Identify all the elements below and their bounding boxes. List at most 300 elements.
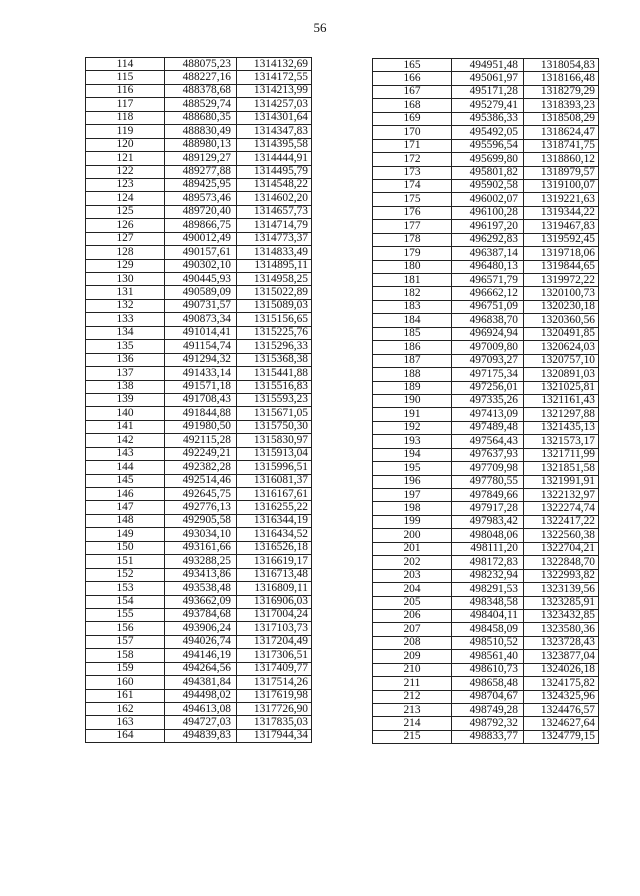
point-number-cell: 147 [86,501,165,514]
y-coordinate-cell: 1317409,77 [237,662,312,675]
x-coordinate-cell: 497780,55 [452,475,524,488]
table-row [86,393,312,406]
x-coordinate-cell: 497489,48 [452,421,524,434]
x-coordinate-cell: 489720,40 [165,205,237,218]
table-row [86,192,312,205]
point-number-cell: 123 [86,178,165,191]
x-coordinate-cell: 495171,28 [452,85,524,98]
point-number-cell: 137 [86,367,165,380]
y-coordinate-cell: 1316619,17 [237,555,312,568]
point-number-cell: 129 [86,259,165,272]
table-row [373,502,599,515]
x-coordinate-cell: 488378,68 [165,84,237,97]
point-number-cell: 213 [373,704,452,717]
table-row [373,341,599,354]
y-coordinate-cell: 1322560,38 [524,529,599,542]
y-coordinate-cell: 1317204,49 [237,635,312,648]
point-number-cell: 183 [373,300,452,313]
x-coordinate-cell: 488980,13 [165,138,237,151]
point-number-cell: 159 [86,662,165,675]
y-coordinate-cell: 1319344,22 [524,206,599,219]
point-number-cell: 172 [373,153,452,166]
point-number-cell: 176 [373,206,452,219]
y-coordinate-cell: 1315296,33 [237,340,312,353]
table-row [373,394,599,407]
x-coordinate-cell: 498291,53 [452,583,524,596]
x-coordinate-cell: 492382,28 [165,461,237,474]
x-coordinate-cell: 489277,88 [165,165,237,178]
x-coordinate-cell: 492249,21 [165,447,237,460]
y-coordinate-cell: 1314495,79 [237,165,312,178]
point-number-cell: 203 [373,569,452,582]
x-coordinate-cell: 491844,88 [165,407,237,420]
y-coordinate-cell: 1316344,19 [237,514,312,527]
x-coordinate-cell: 494498,02 [165,689,237,702]
y-coordinate-cell: 1317004,24 [237,608,312,621]
y-coordinate-cell: 1317726,90 [237,703,312,716]
x-coordinate-cell: 496662,12 [452,287,524,300]
y-coordinate-cell: 1316906,03 [237,595,312,608]
x-coordinate-cell: 488529,74 [165,98,237,111]
y-coordinate-cell: 1320230,18 [524,300,599,313]
point-number-cell: 192 [373,421,452,434]
y-coordinate-cell: 1319592,45 [524,233,599,246]
table-row [86,367,312,380]
y-coordinate-cell: 1318508,29 [524,112,599,125]
table-row [86,676,312,689]
table-row [373,717,599,730]
point-number-cell: 200 [373,529,452,542]
table-row [86,138,312,151]
x-coordinate-cell: 497983,42 [452,515,524,528]
y-coordinate-cell: 1318624,47 [524,126,599,139]
point-number-cell: 165 [373,59,452,72]
point-number-cell: 117 [86,98,165,111]
point-number-cell: 207 [373,623,452,636]
table-row [373,542,599,555]
y-coordinate-cell: 1319972,22 [524,274,599,287]
y-coordinate-cell: 1316713,48 [237,568,312,581]
y-coordinate-cell: 1321025,81 [524,381,599,394]
table-row [373,233,599,246]
table-row [86,58,312,71]
table-row [373,314,599,327]
point-number-cell: 116 [86,84,165,97]
point-number-cell: 187 [373,354,452,367]
table-row [373,220,599,233]
table-row [86,528,312,541]
x-coordinate-cell: 489866,75 [165,219,237,232]
table-row [373,72,599,85]
x-coordinate-cell: 489129,27 [165,152,237,165]
y-coordinate-cell: 1318279,29 [524,85,599,98]
point-number-cell: 185 [373,327,452,340]
point-number-cell: 169 [373,112,452,125]
point-number-cell: 184 [373,314,452,327]
point-number-cell: 164 [86,729,165,742]
point-number-cell: 194 [373,448,452,461]
y-coordinate-cell: 1315441,88 [237,367,312,380]
x-coordinate-cell: 493538,48 [165,582,237,595]
y-coordinate-cell: 1314773,37 [237,232,312,245]
x-coordinate-cell: 495902,58 [452,179,524,192]
table-row [373,354,599,367]
y-coordinate-cell: 1317103,73 [237,622,312,635]
point-number-cell: 171 [373,139,452,152]
y-coordinate-cell: 1317944,34 [237,729,312,742]
x-coordinate-cell: 493288,25 [165,555,237,568]
table-row [86,353,312,366]
point-number-cell: 141 [86,420,165,433]
table-row [373,421,599,434]
point-number-cell: 127 [86,232,165,245]
table-row [373,408,599,421]
point-number-cell: 142 [86,434,165,447]
point-number-cell: 119 [86,125,165,138]
table-row [86,461,312,474]
y-coordinate-cell: 1322132,97 [524,489,599,502]
y-coordinate-cell: 1314548,22 [237,178,312,191]
table-row [373,515,599,528]
y-coordinate-cell: 1321435,13 [524,421,599,434]
y-coordinate-cell: 1318393,23 [524,99,599,112]
table-row [373,475,599,488]
table-row [373,112,599,125]
x-coordinate-cell: 496480,13 [452,260,524,273]
point-number-cell: 182 [373,287,452,300]
x-coordinate-cell: 493413,86 [165,568,237,581]
y-coordinate-cell: 1319221,63 [524,193,599,206]
table-row [86,71,312,84]
table-row [86,582,312,595]
x-coordinate-cell: 488075,23 [165,58,237,71]
point-number-cell: 174 [373,179,452,192]
point-number-cell: 157 [86,635,165,648]
table-row [86,689,312,702]
y-coordinate-cell: 1319467,83 [524,220,599,233]
x-coordinate-cell: 496571,79 [452,274,524,287]
y-coordinate-cell: 1321161,43 [524,394,599,407]
x-coordinate-cell: 488830,49 [165,125,237,138]
x-coordinate-cell: 498704,67 [452,690,524,703]
x-coordinate-cell: 489425,95 [165,178,237,191]
point-number-cell: 162 [86,703,165,716]
point-number-cell: 173 [373,166,452,179]
y-coordinate-cell: 1322704,21 [524,542,599,555]
x-coordinate-cell: 498232,94 [452,569,524,582]
y-coordinate-cell: 1324026,18 [524,663,599,676]
table-row [373,663,599,676]
point-number-cell: 166 [373,72,452,85]
x-coordinate-cell: 497849,66 [452,489,524,502]
y-coordinate-cell: 1322848,70 [524,556,599,569]
x-coordinate-cell: 492776,13 [165,501,237,514]
y-coordinate-cell: 1319100,07 [524,179,599,192]
table-row [86,474,312,487]
y-coordinate-cell: 1317514,26 [237,676,312,689]
y-coordinate-cell: 1316167,61 [237,488,312,501]
x-coordinate-cell: 490012,49 [165,232,237,245]
x-coordinate-cell: 498749,28 [452,704,524,717]
point-number-cell: 209 [373,650,452,663]
point-number-cell: 202 [373,556,452,569]
y-coordinate-cell: 1321711,99 [524,448,599,461]
point-number-cell: 131 [86,286,165,299]
point-number-cell: 120 [86,138,165,151]
table-row [373,435,599,448]
x-coordinate-cell: 497335,26 [452,394,524,407]
y-coordinate-cell: 1314172,55 [237,71,312,84]
y-coordinate-cell: 1316255,22 [237,501,312,514]
y-coordinate-cell: 1322274,74 [524,502,599,515]
y-coordinate-cell: 1318979,57 [524,166,599,179]
table-row [373,193,599,206]
table-row [373,596,599,609]
x-coordinate-cell: 490589,09 [165,286,237,299]
x-coordinate-cell: 494146,19 [165,649,237,662]
table-row [373,126,599,139]
x-coordinate-cell: 495801,82 [452,166,524,179]
table-row [86,165,312,178]
y-coordinate-cell: 1314395,58 [237,138,312,151]
point-number-cell: 214 [373,717,452,730]
x-coordinate-cell: 496197,20 [452,220,524,233]
point-number-cell: 128 [86,246,165,259]
table-row [373,704,599,717]
table-row [373,300,599,313]
table-row [373,247,599,260]
table-row [373,368,599,381]
table-row [86,608,312,621]
coordinates-table-left [85,57,312,743]
y-coordinate-cell: 1316809,11 [237,582,312,595]
table-row [86,555,312,568]
y-coordinate-cell: 1320891,03 [524,368,599,381]
table-row [86,286,312,299]
table-row [373,677,599,690]
y-coordinate-cell: 1314444,91 [237,152,312,165]
point-number-cell: 154 [86,595,165,608]
x-coordinate-cell: 491294,32 [165,353,237,366]
point-number-cell: 191 [373,408,452,421]
y-coordinate-cell: 1314602,20 [237,192,312,205]
x-coordinate-cell: 491980,50 [165,420,237,433]
coordinates-table-right [372,58,599,744]
point-number-cell: 143 [86,447,165,460]
table-row [86,407,312,420]
table-row [86,716,312,729]
point-number-cell: 133 [86,313,165,326]
point-number-cell: 134 [86,326,165,339]
x-coordinate-cell: 494839,83 [165,729,237,742]
point-number-cell: 136 [86,353,165,366]
x-coordinate-cell: 490157,61 [165,246,237,259]
y-coordinate-cell: 1321991,91 [524,475,599,488]
table-row [373,462,599,475]
table-row [373,274,599,287]
table-row [373,381,599,394]
table-row [86,299,312,312]
point-number-cell: 211 [373,677,452,690]
y-coordinate-cell: 1323580,36 [524,623,599,636]
table-row [86,595,312,608]
table-row [86,98,312,111]
page-number: 56 [313,20,327,35]
y-coordinate-cell: 1323432,85 [524,609,599,622]
table-row [373,650,599,663]
x-coordinate-cell: 496924,94 [452,327,524,340]
table-row [86,729,312,742]
x-coordinate-cell: 494613,08 [165,703,237,716]
table-row [373,636,599,649]
y-coordinate-cell: 1315593,23 [237,393,312,406]
y-coordinate-cell: 1315089,03 [237,299,312,312]
table-row [86,340,312,353]
table-row [86,568,312,581]
table-row [373,623,599,636]
table-row [86,326,312,339]
point-number-cell: 180 [373,260,452,273]
x-coordinate-cell: 497564,43 [452,435,524,448]
table-row [86,420,312,433]
table-row [373,690,599,703]
table-row [86,541,312,554]
x-coordinate-cell: 494727,03 [165,716,237,729]
table-row [86,514,312,527]
point-number-cell: 204 [373,583,452,596]
point-number-cell: 150 [86,541,165,554]
x-coordinate-cell: 498561,40 [452,650,524,663]
y-coordinate-cell: 1315830,97 [237,434,312,447]
y-coordinate-cell: 1315156,65 [237,313,312,326]
x-coordinate-cell: 496100,28 [452,206,524,219]
x-coordinate-cell: 488227,16 [165,71,237,84]
point-number-cell: 160 [86,676,165,689]
y-coordinate-cell: 1324779,15 [524,730,599,743]
y-coordinate-cell: 1323877,04 [524,650,599,663]
point-number-cell: 210 [373,663,452,676]
x-coordinate-cell: 498404,11 [452,609,524,622]
x-coordinate-cell: 491014,41 [165,326,237,339]
table-row [86,622,312,635]
y-coordinate-cell: 1324627,64 [524,717,599,730]
point-number-cell: 140 [86,407,165,420]
table-row [373,556,599,569]
x-coordinate-cell: 497709,98 [452,462,524,475]
point-number-cell: 189 [373,381,452,394]
point-number-cell: 195 [373,462,452,475]
point-number-cell: 153 [86,582,165,595]
x-coordinate-cell: 498792,32 [452,717,524,730]
x-coordinate-cell: 497009,80 [452,341,524,354]
table-row [373,139,599,152]
x-coordinate-cell: 493161,66 [165,541,237,554]
point-number-cell: 138 [86,380,165,393]
x-coordinate-cell: 497175,34 [452,368,524,381]
table-row [373,448,599,461]
x-coordinate-cell: 492905,58 [165,514,237,527]
y-coordinate-cell: 1319718,06 [524,247,599,260]
x-coordinate-cell: 490445,93 [165,273,237,286]
point-number-cell: 149 [86,528,165,541]
point-number-cell: 121 [86,152,165,165]
table-row [86,152,312,165]
x-coordinate-cell: 492514,46 [165,474,237,487]
point-number-cell: 132 [86,299,165,312]
point-number-cell: 188 [373,368,452,381]
point-number-cell: 126 [86,219,165,232]
point-number-cell: 197 [373,489,452,502]
point-number-cell: 125 [86,205,165,218]
x-coordinate-cell: 496751,09 [452,300,524,313]
table-row [373,287,599,300]
y-coordinate-cell: 1320757,10 [524,354,599,367]
x-coordinate-cell: 493662,09 [165,595,237,608]
point-number-cell: 181 [373,274,452,287]
y-coordinate-cell: 1315750,30 [237,420,312,433]
point-number-cell: 139 [86,393,165,406]
table-row [86,488,312,501]
table-row [373,529,599,542]
x-coordinate-cell: 494951,48 [452,59,524,72]
y-coordinate-cell: 1324476,57 [524,704,599,717]
y-coordinate-cell: 1317619,98 [237,689,312,702]
point-number-cell: 198 [373,502,452,515]
y-coordinate-cell: 1320360,56 [524,314,599,327]
y-coordinate-cell: 1315516,83 [237,380,312,393]
x-coordinate-cell: 488680,35 [165,111,237,124]
y-coordinate-cell: 1314833,49 [237,246,312,259]
y-coordinate-cell: 1320100,73 [524,287,599,300]
y-coordinate-cell: 1316526,18 [237,541,312,554]
x-coordinate-cell: 493034,10 [165,528,237,541]
y-coordinate-cell: 1324175,82 [524,677,599,690]
y-coordinate-cell: 1316081,37 [237,474,312,487]
table-row [373,583,599,596]
y-coordinate-cell: 1319844,65 [524,260,599,273]
y-coordinate-cell: 1318166,48 [524,72,599,85]
x-coordinate-cell: 490731,57 [165,299,237,312]
point-number-cell: 118 [86,111,165,124]
x-coordinate-cell: 498510,52 [452,636,524,649]
table-row [86,380,312,393]
x-coordinate-cell: 498111,20 [452,542,524,555]
x-coordinate-cell: 495492,05 [452,126,524,139]
y-coordinate-cell: 1321297,88 [524,408,599,421]
x-coordinate-cell: 493906,24 [165,622,237,635]
point-number-cell: 178 [373,233,452,246]
point-number-cell: 177 [373,220,452,233]
x-coordinate-cell: 493784,68 [165,608,237,621]
x-coordinate-cell: 498348,58 [452,596,524,609]
y-coordinate-cell: 1315671,05 [237,407,312,420]
point-number-cell: 114 [86,58,165,71]
x-coordinate-cell: 496292,83 [452,233,524,246]
y-coordinate-cell: 1322417,22 [524,515,599,528]
x-coordinate-cell: 498658,48 [452,677,524,690]
x-coordinate-cell: 495061,97 [452,72,524,85]
table-row [373,569,599,582]
x-coordinate-cell: 491433,14 [165,367,237,380]
y-coordinate-cell: 1323139,56 [524,583,599,596]
y-coordinate-cell: 1318741,75 [524,139,599,152]
y-coordinate-cell: 1321573,17 [524,435,599,448]
point-number-cell: 196 [373,475,452,488]
table-row [86,447,312,460]
table-row [86,703,312,716]
table-row [373,59,599,72]
table-row [86,125,312,138]
